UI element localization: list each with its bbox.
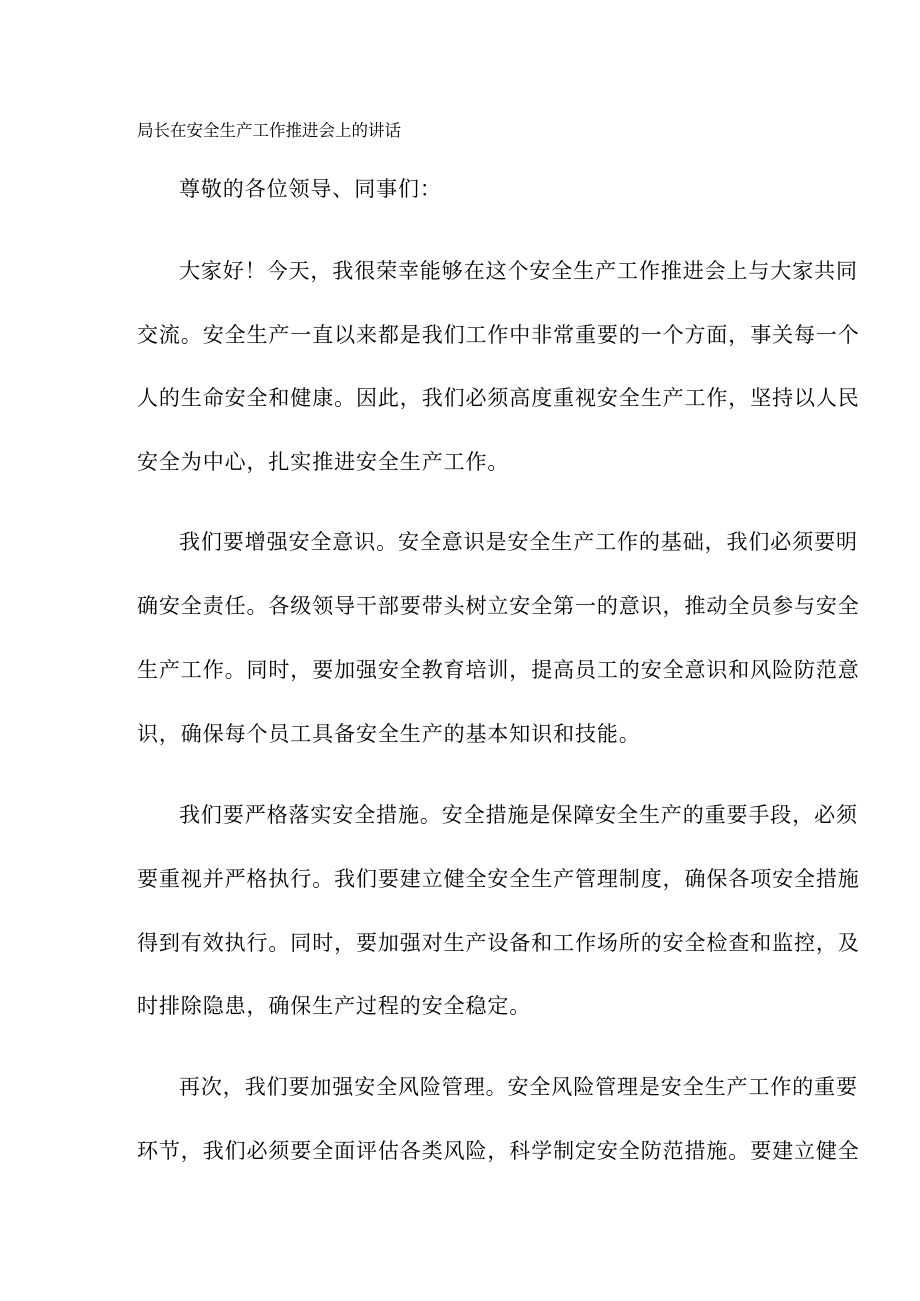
paragraph-3-line-4: 时排除隐患，确保生产过程的安全稳定。 [137, 994, 532, 1018]
document-title: 局长在安全生产工作推进会上的讲话 [137, 121, 401, 140]
paragraph-3-line-2: 要重视并严格执行。我们要建立健全安全生产管理制度，确保各项安全措施 [137, 867, 860, 891]
paragraph-2-line-3: 生产工作。同时，要加强安全教育培训，提高员工的安全意识和风险防范意 [137, 658, 860, 682]
paragraph-2-line-2: 确安全责任。各级领导干部要带头树立安全第一的意识，推动全员参与安全 [137, 594, 860, 618]
paragraph-3-line-1: 我们要严格落实安全措施。安全措施是保障安全生产的重要手段，必须 [179, 803, 858, 827]
paragraph-1-line-2: 交流。安全生产一直以来都是我们工作中非常重要的一个方面，事关每一个 [137, 323, 860, 347]
paragraph-4-line-2: 环节，我们必须要全面评估各类风险，科学制定安全防范措施。要建立健全 [137, 1139, 860, 1163]
paragraph-4-line-1: 再次，我们要加强安全风险管理。安全风险管理是安全生产工作的重要 [179, 1075, 858, 1099]
salutation-line: 尊敬的各位领导、同事们： [179, 177, 442, 201]
paragraph-1-line-4: 安全为中心，扎实推进安全生产工作。 [137, 450, 510, 474]
paragraph-2-line-1: 我们要增强安全意识。安全意识是安全生产工作的基础，我们必须要明 [179, 530, 858, 554]
paragraph-2-line-4: 识，确保每个员工具备安全生产的基本知识和技能。 [137, 722, 641, 746]
paragraph-1-line-3: 人的生命安全和健康。因此，我们必须高度重视安全生产工作，坚持以人民 [137, 386, 860, 410]
paragraph-3-line-3: 得到有效执行。同时，要加强对生产设备和工作场所的安全检查和监控，及 [137, 931, 860, 955]
paragraph-1-line-1: 大家好！今天，我很荣幸能够在这个安全生产工作推进会上与大家共同 [179, 259, 858, 283]
